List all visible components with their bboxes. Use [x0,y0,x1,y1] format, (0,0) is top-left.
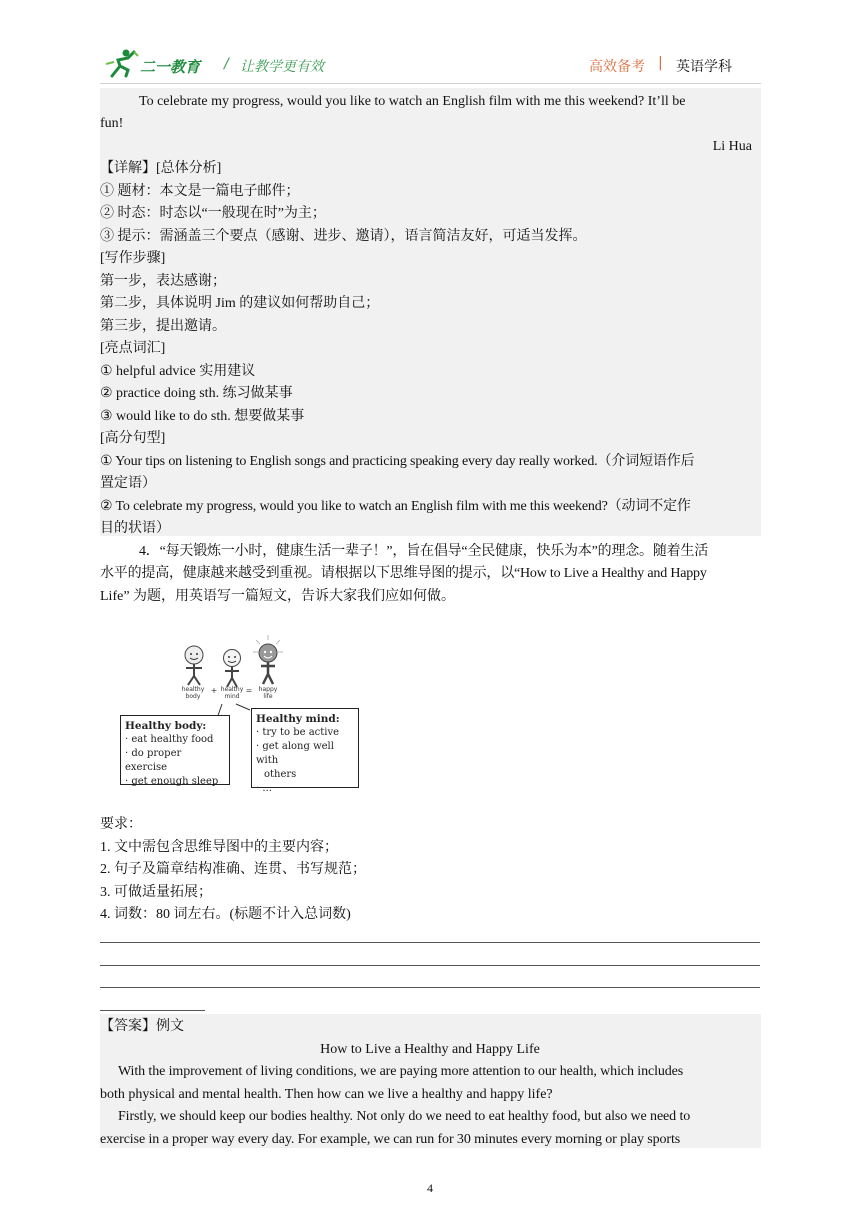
answer-blank-line [100,987,760,988]
healthy-body-item: · do proper exercise [125,748,182,773]
section-heading: [亮点词汇] [100,341,166,356]
healthy-mind-box [251,708,359,794]
section-heading: [高分句型] [100,431,166,446]
essay-line: With the improvement of living conditions, we are paying more attention to our health, which includes [118,1064,684,1079]
requirement-item: 1. 文中需包含思维导图中的主要内容； [100,840,338,855]
text-line: ① 题材：本文是一篇电子邮件； [100,184,300,199]
section-heading: [写作步骤] [100,251,166,266]
label-healthy-mind: healthy mind [220,686,244,700]
answer-heading: 【答案】例文 [100,1019,184,1034]
text-line: fun! [100,116,124,131]
requirement-item: 3. 可做适量拓展； [100,885,212,900]
equals-sign: = [245,686,253,695]
logo-runner-icon [104,48,140,78]
question-text: 4．“每天锻炼一小时，健康生活一辈子！”，旨在倡导“全民健康，快乐为本”的理念。随着生活 [139,544,709,559]
healthy-mind-title: Healthy mind: [256,713,340,725]
text-line: 第一步，表达感谢； [100,274,226,289]
healthy-mind-item: · try to be active [256,727,340,738]
requirements-heading: 要求： [100,817,142,832]
text-line: ② practice doing sth. 练习做某事 [100,386,293,401]
text-line: ③ 提示：需涵盖三个要点（感谢、进步、邀请），语言简洁友好，可适当发挥。 [100,229,587,244]
header-exam-label: 高效备考 [589,59,645,75]
healthy-mind-item: · ... [256,783,272,794]
section-heading: 【详解】[总体分析] [100,161,222,176]
healthy-body-item: · get enough sleep [125,776,219,787]
healthy-mind-item: · get along well with [256,741,334,766]
question-text: Life” 为题，用英语写一篇短文，告诉大家我们应如何做。 [100,589,456,604]
figure-healthy-body-icon [180,644,208,686]
essay-line: exercise in a proper way every day. For example, we can run for 30 minutes every morning or play sports [100,1132,681,1147]
header [0,0,860,90]
label-healthy-body: healthy body [181,686,205,700]
text-line: 置定语） [100,476,156,491]
healthy-mind-item: others [264,769,297,780]
healthy-body-title: Healthy body: [125,720,207,732]
essay-line: both physical and mental health. Then how can we live a healthy and happy life? [100,1087,553,1102]
healthy-body-item: · eat healthy food [125,734,214,745]
text-line: ③ would like to do sth. 想要做某事 [100,409,305,424]
text-line: 第三步，提出邀请。 [100,319,226,334]
label-happy-life: happy life [258,686,278,700]
text-line: ② To celebrate my progress, would you like to watch an English film with me this weekend?（动词不定作 [100,499,691,514]
answer-blank-line [100,965,760,966]
figure-healthy-mind-icon [219,648,245,688]
essay-line: Firstly, we should keep our bodies healthy. Not only do we need to eat healthy food, but also we need to [118,1109,691,1124]
text-line: ① Your tips on listening to English songs and practicing speaking every day really worked.（介词短语作后 [100,454,695,469]
essay-title: How to Live a Healthy and Happy Life [320,1042,540,1057]
text-line: 第二步，具体说明 Jim 的建议如何帮助自己； [100,296,380,311]
signature: Li Hua [712,139,752,154]
text-line: ② 时态：时态以“一般现在时”为主； [100,206,326,221]
mind-map [118,632,358,792]
question-text: 水平的提高，健康越来越受到重视。请根据以下思维导图的提示，以“How to Live a Healthy and Happy [100,566,707,581]
requirement-item: 4. 词数：80 词左右。(标题不计入总词数) [100,907,351,922]
answer-blank-line [100,942,760,943]
text-line: 目的状语） [100,521,170,536]
text-line: To celebrate my progress, would you like to watch an English film with me this weekend? It’ll be [139,94,686,109]
answer-blank-line [100,1010,205,1011]
header-divider: | [658,55,663,71]
plus-sign: + [210,686,218,695]
page-number: 4 [427,1181,433,1195]
figure-happy-life-icon [252,634,284,686]
header-subject: 英语学科 [676,59,732,75]
text-line: ① helpful advice 实用建议 [100,364,256,379]
header-rule [100,83,761,84]
header-slogan: 让教学更有效 [240,59,324,75]
healthy-body-box [120,715,230,785]
header-separator: / [224,56,229,72]
requirement-item: 2. 句子及篇章结构准确、连贯、书写规范； [100,862,366,877]
logo-text: 二一教育 [140,58,201,76]
